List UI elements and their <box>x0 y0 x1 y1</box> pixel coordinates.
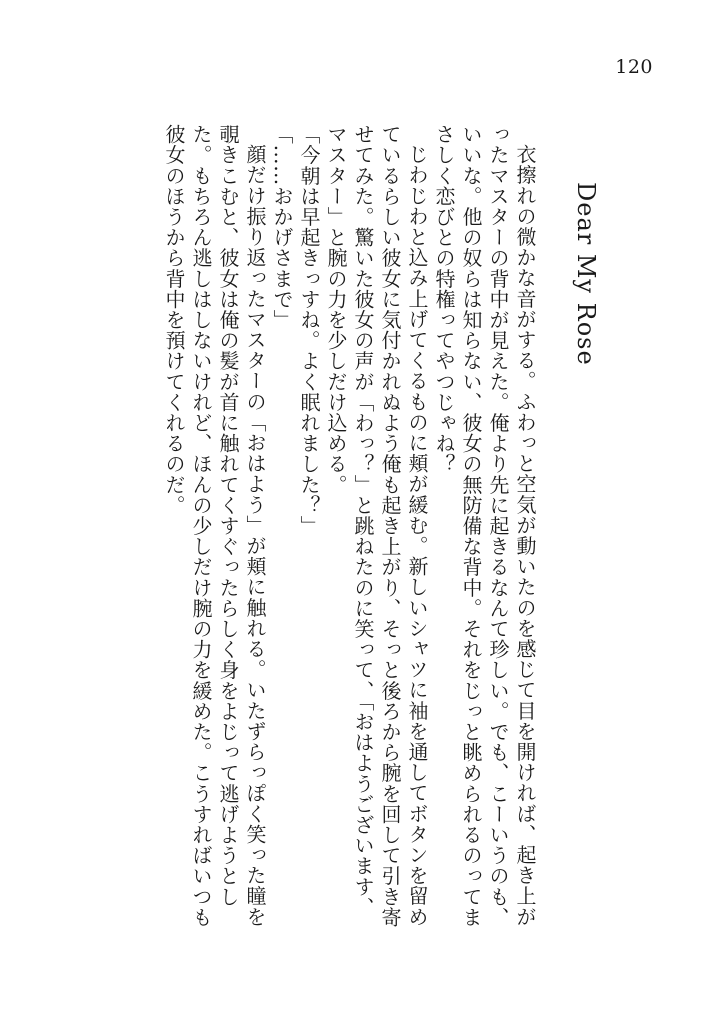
page-number: 120 <box>615 56 653 78</box>
body-text <box>128 124 538 934</box>
running-title: Dear My Rose <box>572 182 600 366</box>
paragraph-1: 衣擦れの微かな音がする。ふわっと空気が動いたのを感じて目を開ければ、起き上がったマスターの背中が見えた。俺より先に起きるなんて珍しい。でも、こーいうのも、いいな。他の奴らは知らない、彼女の無防備な背中。それをじっと眺められるのってまさしく恋びとの特権ってやつじゃね？ <box>432 124 537 928</box>
paragraph-2: じわじわと込み上げてくるものに頬が緩む。新しいシャツに袖を通してボタンを留めているらしい彼女に気付かれぬよう俺も起き上がり、そっと後ろから腕を回して引き寄せてみた。驚いた彼女の声が「わっ？」と跳ねたのに笑って、「おはようございます、マスター」と腕の力を少しだけ込める。 <box>324 124 429 928</box>
paragraph-5: 顔だけ振り返ったマスターの「おはよう」が頬に触れる。いたずらっぽく笑った瞳を覗きこむと、彼女は俺の髪が首に触れてくすぐったらしく身をよじって逃げようとした。もちろん逃しはしないけれど、ほんの少しだけ腕の力を緩めた。こうすればいつも彼女のほうから背中を預けてくれるのだ。 <box>162 124 267 928</box>
paragraph-4: 「……おかげさまで」 <box>270 124 294 330</box>
paragraph-3: 「今朝は早起きっすね。よく眠れました？」 <box>297 124 321 536</box>
